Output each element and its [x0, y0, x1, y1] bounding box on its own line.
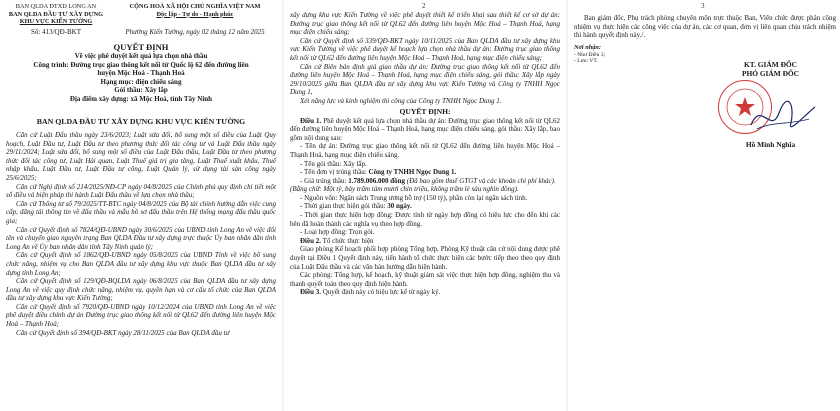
preamble: [6, 131, 276, 337]
page-1: [0, 0, 282, 411]
preamble-paragraph: Căn cứ Quyết định số 7824/QĐ-UBND ngày 30/6/2025 của UBND tỉnh Long An về việc đổi tên và chuyển giao nguyên trạng Ban QLDA Đầu tư xây dựng trực thuộc Ủy ban nhân dân tỉnh Long An về Ủy ban nhân dân tỉnh Tây Ninh quản lý;: [6, 225, 276, 251]
subject-line-3: huyện Mộc Hoá - Thạnh Hoá: [97, 69, 185, 78]
national-header: [110, 3, 280, 18]
preamble-paragraph: Căn cứ Luật Đấu thầu ngày 23/6/2023; Luật sửa đổi, bổ sung một số điều của Luật Quy hoạch, Luật Đầu tư, Luật Đầu tư theo phương thức đối tác công tư và Luật Đấu thầu ngày 29/11/2024; Luật sửa đổi, bổ sung một số điều của Luật Đấu thầu, Luật Đầu tư theo phương thức đối tác công tư, Luật Hải quan, Luật Thuế giá trị gia tăng, Luật Thuế xuất khẩu, Thuế nhập khẩu, Luật Đầu tư, Luật Đầu tư công, Luật Quản lý, sử dụng tài sản công ngày 25/6/2025;: [6, 131, 276, 182]
contract-time: - Thời gian thực hiện hợp đồng: Được tính từ ngày hợp đồng có hiệu lực cho đến khi các bên đã hoàn thành các nghĩa vụ theo hợp đồng.: [290, 211, 560, 228]
winner-line: [290, 168, 560, 177]
price-value: 1.789.006.000 đồng: [348, 176, 406, 185]
price-line: [290, 177, 560, 186]
decision-heading: [4, 42, 278, 104]
preamble-paragraph: Căn cứ Quyết định số 7920/QĐ-UBND ngày 10/12/2024 của UBND tỉnh Long An về việc phê duyệt điều chỉnh dự án Đường trục giao thông kết nối từ QL62 đến đường liên huyện Mộc Hoá – Thạnh Hoá;: [6, 302, 276, 329]
agency-line-3: KHU VỰC KIẾN TƯỜNG: [19, 18, 93, 26]
recipients: [574, 44, 674, 65]
preamble-paragraph: Căn cứ Quyết định số 339/QĐ-BKT ngày 10/11/2025 của Ban QLDA đầu tư xây dựng khu vực Kiến Tường về việc phê duyệt kế hoạch lựa chọn nhà thầu dự án: Đường trục giao thông kết nối từ QL62 đến đường liên huyện Mộc Hoá – Thạnh Hoá, hạng mục điện chiếu sáng;: [290, 36, 560, 62]
signature-title-1: KT. GIÁM ĐỐC: [743, 60, 798, 69]
decision-subtitle: QUYẾT ĐỊNH:: [399, 106, 451, 116]
winner-name: Công ty TNHH Ngọc Dung 1.: [368, 168, 457, 177]
article-1-item: - Tên dự án: Đường trục giao thông kết nối từ QL62 đến đường liên huyện Mộc Hoá – Thạnh Hoá, hạng mục điện chiếu sáng.: [290, 142, 560, 159]
page-2-body: [290, 11, 560, 297]
decision-title: QUYẾT ĐỊNH: [113, 42, 169, 52]
price-label: - Giá trúng thầu:: [300, 176, 349, 185]
preamble-paragraph: Xét năng lực và kinh nghiệm thi công của Công ty TNHH Ngọc Dung 1.: [300, 96, 502, 105]
page-3: [568, 0, 840, 411]
preamble-paragraph: Căn cứ Quyết định số 129/QĐ-BQLDA ngày 06/8/2025 của Ban QLDA đầu tư xây dựng Long An về việc quy định chức năng, nhiệm vụ, quyền hạn và cơ cấu tổ chức của Ban QLDA đầu tư xây dựng khu vực Kiến Tường;: [6, 277, 276, 303]
agency-header: [4, 3, 108, 26]
price-note: (Đã bao gồm thuế GTGT và các khoản chi phí khác).: [405, 176, 556, 185]
article-2-text: Tổ chức thực hiện: [321, 236, 374, 245]
price-in-words: (Bằng chữ: Một tỷ, bảy trăm tám mươi chín triệu, không trăm lẻ sáu nghìn đồng).: [290, 185, 519, 194]
article-1-text: Phê duyệt kết quả lựa chọn nhà thầu dự án: Đường trục giao thông kết nối từ QL62 đến đường liên huyện Mộc Hoá – Thạnh Hoá, hạng mục điện chiếu sáng, gói thầu: Xây lắp, bao gồm nội dung sau:: [290, 116, 560, 142]
page-number: 2: [422, 2, 426, 10]
package-time-label: - Thời gian thực hiện gói thầu:: [300, 202, 388, 211]
subject-line-2: Công trình: Đường trục giao thông kết nối từ Quốc lộ 62 đến đường liên: [33, 60, 249, 69]
article-2: [290, 237, 560, 246]
article-1: [290, 117, 560, 143]
preamble-paragraph: Căn cứ Nghị định số 214/2025/NĐ-CP ngày 04/8/2025 của Chính phủ quy định chi tiết một số điều và biện pháp thi hành Luật Đấu thầu về lựa chọn nhà thầu;: [6, 182, 276, 200]
subject-line-5: Gói thầu: Xây lắp: [114, 86, 168, 95]
article-3: [290, 288, 560, 297]
funding-source: - Nguồn vốn: Ngân sách Trung ương hỗ trợ (150 tỷ), phần còn lại ngân sách tỉnh.: [300, 193, 528, 202]
national-line-2: Độc lập - Tự do - Hạnh phúc: [156, 10, 234, 18]
article-3-text: Quyết định này có hiệu lực kể từ ngày ký.: [321, 288, 441, 297]
preamble-paragraph: Căn cứ Quyết định số 394/QĐ-BKT ngày 28/11/2025 của Ban QLDA đầu tư: [16, 328, 230, 337]
signer-name: Hồ Minh Nghĩa: [745, 140, 796, 149]
signature-block: [708, 60, 833, 78]
national-line-1: CỘNG HOÀ XÃ HỘI CHỦ NGHĨA VIỆT NAM: [129, 3, 261, 10]
article-1-label: Điều 1.: [300, 116, 322, 125]
article-2-label: Điều 2.: [300, 236, 321, 245]
page-number: 3: [701, 2, 705, 10]
package-time: [290, 202, 560, 211]
recipients-label: Nơi nhận:: [574, 44, 602, 51]
preamble-paragraph: Căn cứ Quyết định số 1862/QĐ-UBND ngày 05/8/2025 của UBND Tỉnh về việc bổ sung chức năng, nhiệm vụ cho Ban QLDA đầu tư xây dựng khu vực thuộc Ban QLDA đầu tư xây dựng tỉnh Long An;: [6, 251, 276, 277]
package-time-value: 30 ngày.: [387, 202, 412, 211]
agency-line-1: BAN QLDA ĐTXD LONG AN: [15, 3, 97, 10]
signature-title-2: PHÓ GIÁM ĐỐC: [741, 69, 800, 78]
closing-paragraph: Ban giám đốc, Phụ trách phòng chuyên môn trực thuộc Ban, Viên chức được phân công nhiệm vụ thực hiện các công việc của dự án, các cơ quan, đơn vị liên quan chịu trách nhiệm thi hành quyết định này./.: [574, 14, 836, 40]
place-date: Phường Kiến Tường, ngày 02 tháng 12 năm 2025: [125, 28, 265, 36]
article-2-paragraph: Giao phòng Kế hoạch phối hợp phòng Tổng hợp, Phòng Kỹ thuật căn cứ nội dung được phê duyệt tại Điều 1 Quyết định này, tiến hành tổ chức thực hiện các bước tiếp theo theo quy định của Luật Đấu thầu và các văn bản hướng dẫn hiện hành.: [290, 245, 560, 271]
preamble-paragraph: Căn cứ Biên bản định giá giao thầu dự án: Đường trục giao thông kết nối từ QL62 đến đường liên huyện Mộc Hoá – Thạnh Hoá, hạng mục điện chiếu sáng, gói thầu: Xây lắp ngày 29/10/2025 giữa Ban QLDA đầu tư xây dựng khu vực Kiến Tường và Công ty TNHH Ngọc Dung 1,: [290, 62, 560, 97]
issuing-authority: BAN QLDA ĐẦU TƯ XÂY DỰNG KHU VỰC KIẾN TƯỜNG: [36, 117, 246, 126]
preamble-paragraph: xây dựng khu vực Kiến Tường về việc phê duyệt thiết kế triển khai sau thiết kế cơ sở dự án: Đường trục giao thông kết nối từ QL62 đến đường liên huyện Mộc Hoá – Thạnh Hoá, hạng mục điện chiếu sáng;: [290, 11, 560, 37]
recipient-item: - Như Điều 3;: [574, 51, 606, 58]
preamble-paragraph: Căn cứ Thông tư số 79/2025/TT-BTC ngày 04/8/2025 của Bộ tài chính hướng dẫn việc cung cấp, đăng tải thông tin về đấu thầu và mẫu hồ sơ đấu thầu trên Hệ thống mạng đấu thầu quốc gia;: [6, 199, 276, 225]
recipient-item: - Lưu: VT.: [574, 58, 598, 65]
article-3-label: Điều 3.: [300, 288, 321, 297]
article-2-paragraph: Các phòng: Tổng hợp, kế hoạch, kỹ thuật giám sát việc thực hiện hợp đồng, nghiệm thu và thanh quyết toán theo quy định hiện hành.: [290, 271, 560, 288]
subject-line-1: Về việc phê duyệt kết quả lựa chọn nhà thầu: [74, 52, 208, 60]
page-2: [284, 0, 566, 411]
winner-label: - Tên đơn vị trúng thầu:: [300, 168, 369, 177]
subject-line-6: Địa điểm xây dựng: xã Mộc Hoá, tỉnh Tây Ninh: [69, 94, 213, 103]
subject-line-4: Hạng mục: điện chiếu sáng: [100, 77, 182, 86]
agency-line-2: BAN QLDA ĐẦU TƯ XÂY DỰNG: [8, 10, 104, 18]
article-1-item: - Tên gói thầu: Xây lắp.: [300, 159, 367, 168]
document-number: Số: 413/QĐ-BKT: [31, 28, 81, 36]
handwritten-signature: [743, 95, 823, 140]
contract-type: - Loại hợp đồng: Trọn gói.: [300, 228, 375, 237]
